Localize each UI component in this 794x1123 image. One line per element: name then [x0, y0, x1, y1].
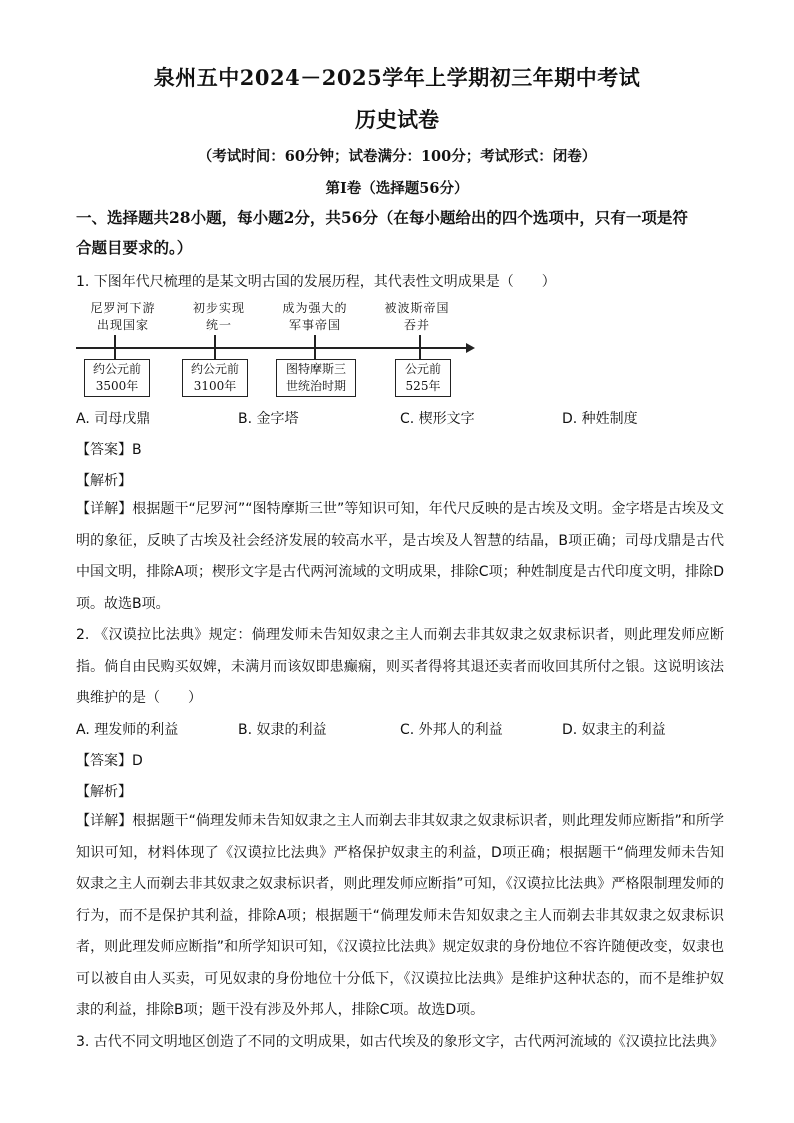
exam-info: （考试时间：60分钟；试卷满分：100分；考试形式：闭卷） [197, 148, 597, 165]
instructions-line1: 一、选择题共28小题，每小题2分，共56分（在每小题给出的四个选项中，只有一项是符 [76, 208, 688, 227]
q2-detail: 【详解】根据题干“倘理发师未告知奴隶之主人而剃去非其奴隶之奴隶标识者，则此理发师应断指”和所学知识可知，材料体现了《汉谟拉比法典》严格保护奴隶主的利益，D项正确；根据题干“倘理发师未告知奴隶之主人而剃去非其奴隶之奴隶标识者，则此理发师应断指”可知，《汉谟拉比法典》严格限制理发师的行为，而不是保护其利益，排除A项；根据题干“倘理发师未告知奴隶之主人而剃去非其奴隶之奴隶标识者，则此理发师应断指”和所学知识可知，《汉谟拉比法典》规定奴隶的身份地位不容许随便改变，奴隶也可以被自由人买卖，可见奴隶的身份地位十分低下，《汉谟拉比法典》是维护这种状态的，而不是维护奴隶的利益，排除B项；题干没有涉及外邦人，排除C项。故选D项。 [76, 813, 724, 1018]
timeline-arrow [466, 343, 475, 353]
q2-option-b: B. 奴隶的利益 [238, 722, 327, 738]
subject-title: 历史试卷 [355, 107, 439, 132]
q3-stem: 3. 古代不同文明地区创造了不同的文明成果，如古代埃及的象形文字，古代两河流域的《汉谟拉比法典》 [76, 1034, 724, 1050]
timeline-event-label: 初步实现 统一 [192, 301, 245, 332]
q2-stem: 2. 《汉谟拉比法典》规定：倘理发师未告知奴隶之主人而剃去非其奴隶之奴隶标识者，则此理发师应断指。倘自由民购买奴婢，未满月而该奴即患癫痫，则买者得将其退还卖者而收回其所付之银。这说明该法典维护的是（ ） [76, 627, 724, 706]
timeline-event-label: 成为强大的 军事帝国 [282, 301, 348, 332]
q2-answer: 【答案】D [76, 753, 143, 769]
timeline-event-label: 尼罗河下游 出现国家 [90, 301, 156, 332]
q1-option-d: D. 种姓制度 [562, 411, 638, 427]
timeline-tick [114, 335, 116, 359]
timeline-tick [314, 335, 316, 359]
timeline-date-box: 约公元前 3100年 [182, 359, 248, 397]
q2-analysis-label: 【解析】 [76, 784, 132, 800]
q1-timeline [74, 297, 484, 397]
q1-option-c: C. 楔形文字 [400, 411, 475, 427]
part-heading: 第Ⅰ卷（选择题56分） [325, 180, 469, 197]
exam-title: 泉州五中2024－2025学年上学期初三年期中考试 [153, 65, 641, 90]
timeline-date-box: 图特摩斯三 世统治时期 [276, 359, 356, 397]
timeline-date-box: 公元前 525年 [395, 359, 451, 397]
q1-answer: 【答案】B [76, 442, 142, 458]
q1-detail: 【详解】根据题干“尼罗河”“图特摩斯三世”等知识可知，年代尺反映的是古埃及文明。金字塔是古埃及文明的象征，反映了古埃及社会经济发展的较高水平，是古埃及人智慧的结晶，B项正确；司母戊鼎是古代中国文明，排除A项；楔形文字是古代两河流域的文明成果，排除C项；种姓制度是古代印度文明，排除D项。故选B项。 [76, 501, 724, 612]
timeline-tick [214, 335, 216, 359]
q1-analysis-label: 【解析】 [76, 473, 132, 489]
timeline-date-box: 约公元前 3500年 [84, 359, 150, 397]
q1-option-b: B. 金字塔 [238, 411, 299, 427]
instructions-line2: 合题目要求的。） [76, 238, 193, 257]
q2-option-a: A. 理发师的利益 [76, 722, 179, 738]
timeline-event-label: 被波斯帝国 吞并 [384, 301, 450, 332]
timeline-axis [76, 347, 468, 349]
q1-stem: 1. 下图年代尺梳理的是某文明古国的发展历程，其代表性文明成果是（ ） [76, 274, 556, 290]
q2-option-d: D. 奴隶主的利益 [562, 722, 666, 738]
q2-option-c: C. 外邦人的利益 [400, 722, 503, 738]
timeline-tick [419, 335, 421, 359]
q1-option-a: A. 司母戊鼎 [76, 411, 151, 427]
